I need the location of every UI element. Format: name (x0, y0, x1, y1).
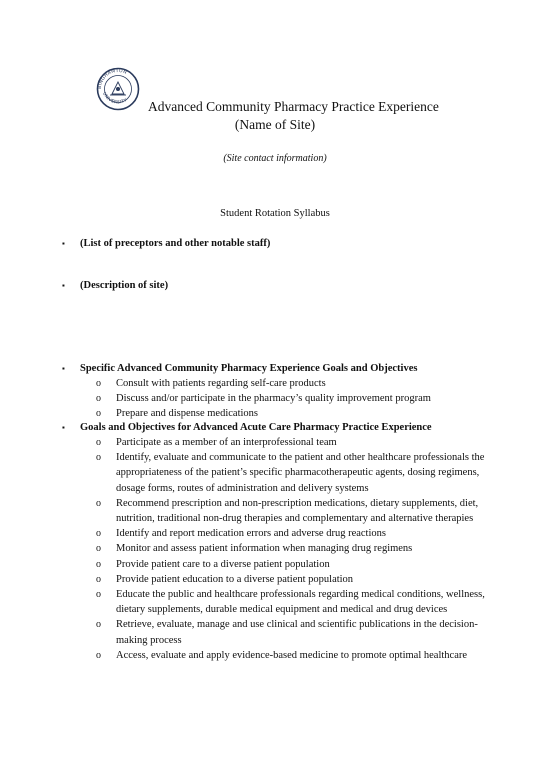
circle-bullet-icon: o (96, 543, 101, 555)
list-item: o Recommend prescription and non-prescription medications, dietary supplements, diet, nutrition, traditional non-drug therapies and complementary and alternative therapies (96, 497, 479, 525)
site-contact-placeholder: (Site contact information) (223, 153, 327, 164)
circle-bullet-icon: o (96, 437, 101, 448)
list-item: o Monitor and assess patient information when managing drug regimens (92, 541, 502, 556)
acute-goals-heading: Goals and Objectives for Advanced Acute Care Pharmacy Practice Experience (80, 422, 432, 433)
circle-bullet-icon: o (96, 573, 101, 585)
circle-bullet-icon: o (96, 528, 101, 540)
circle-bullet-icon: o (96, 589, 101, 601)
list-item: o Identify, evaluate and communicate to the patient and other healthcare professionals the appropriateness of the patient’s specific pharmacotherapeutic agents, dosing regimens, dosage forms, routes of administration and delivery systems (96, 452, 485, 494)
community-goals-heading: Specific Advanced Community Pharmacy Experience Goals and Objectives (80, 363, 418, 374)
list-item: o Consult with patients regarding self-care products (92, 376, 502, 391)
svg-text:UNIVERSITY: UNIVERSITY (101, 91, 129, 106)
list-item: o Retrieve, evaluate, manage and use clinical and scientific publications in the decision-making process (96, 619, 478, 646)
list-item: o Educate the public and healthcare professionals regarding medical conditions, wellness, dietary supplements, durable medical equipment and medical and drug devices (96, 589, 485, 616)
preceptors-placeholder: (List of preceptors and other notable staff) (80, 238, 271, 249)
circle-bullet-icon: o (96, 378, 101, 389)
university-seal-logo (96, 67, 140, 111)
community-goals-list (92, 376, 502, 422)
list-item: o Discuss and/or participate in the pharmacy’s quality improvement program (92, 391, 502, 406)
square-bullet-icon: ▪ (62, 364, 65, 373)
circle-bullet-icon: o (96, 497, 101, 509)
acute-goals-list (92, 435, 502, 663)
list-item: o Participate as a member of an interprofessional team (92, 435, 502, 450)
list-item: o Provide patient care to a diverse patient population (92, 557, 502, 572)
square-bullet-icon: ▪ (62, 239, 65, 248)
list-item: o Prepare and dispense medications (92, 406, 502, 421)
list-item: o Access, evaluate and apply evidence-based medicine to promote optimal healthcare (92, 648, 502, 663)
circle-bullet-icon: o (96, 452, 101, 464)
circle-bullet-icon: o (96, 619, 101, 631)
site-name-placeholder: (Name of Site) (234, 117, 316, 132)
syllabus-heading: Student Rotation Syllabus (220, 208, 330, 219)
circle-bullet-icon: o (96, 408, 101, 420)
svg-text:BINGHAMTON: BINGHAMTON (97, 68, 128, 90)
circle-bullet-icon: o (96, 558, 101, 570)
list-item: o Provide patient education to a diverse patient population (92, 572, 502, 587)
document-title: Advanced Community Pharmacy Practice Experience (148, 99, 439, 114)
site-description-placeholder: (Description of site) (80, 280, 169, 291)
square-bullet-icon: ▪ (62, 281, 65, 290)
square-bullet-icon: ▪ (62, 423, 65, 432)
list-item: o Identify and report medication errors and adverse drug reactions (92, 526, 502, 541)
circle-bullet-icon: o (96, 393, 101, 405)
circle-bullet-icon: o (96, 649, 101, 661)
